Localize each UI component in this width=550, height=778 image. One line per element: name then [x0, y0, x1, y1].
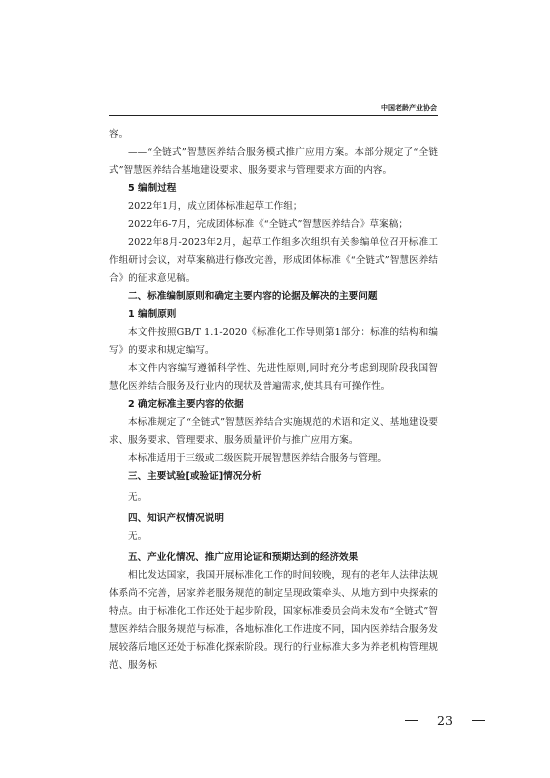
- subsection-heading: 2 确定标准主要内容的依据: [128, 399, 244, 410]
- paragraph: 2022年8月-2023年2月，起草工作组多次组织有关参编单位召开标准工作组研讨会议，对草案稿进行修改完善，形成团体标准《“全链式”智慧医养结合》的征求意见稿。: [109, 237, 438, 284]
- paragraph: 无。: [128, 531, 148, 542]
- paragraph: 本文件内容编写遵循科学性、先进性原则,同时充分考虑到现阶段我国智慧化医养结合服务及行业内的现状及普遍需求,使其具有可操作性。: [109, 363, 438, 392]
- section-heading: 二、标准编制原则和确定主要内容的论据及解决的主要问题: [128, 291, 378, 302]
- page-footer: [405, 710, 485, 730]
- paragraph: 本标准适用于三级或二级医院开展智慧医养结合服务与管理。: [128, 453, 388, 464]
- section-heading: 四、知识产权情况说明: [128, 513, 224, 524]
- footer-dash-left: [405, 720, 418, 721]
- paragraph: 本文件按照GB/T 1.1-2020《标准化工作导则第1部分：标准的结构和编写》的要求和规定编写。: [109, 327, 438, 356]
- paragraph: 2022年6-7月，完成团体标准《“全链式”智慧医养结合》草案稿；: [128, 219, 408, 230]
- page-number: 23: [437, 712, 453, 728]
- paragraph: 本标准规定了“全链式”智慧医养结合实施规范的术语和定义、基地建设要求、服务要求、管理要求、服务质量评价与推广应用方案。: [109, 417, 438, 446]
- subsection-heading: 1 编制原则: [128, 309, 177, 320]
- paragraph: ——“全链式”智慧医养结合服务模式推广应用方案。本部分规定了“全链式”智慧医养结合基地建设要求、服务要求与管理要求方面的内容。: [109, 147, 438, 176]
- paragraph: 2022年1月，成立团体标准起草工作组；: [128, 201, 303, 212]
- header-rule: [109, 115, 438, 116]
- document-body: [109, 126, 438, 675]
- footer-dash-right: [472, 720, 485, 721]
- subsection-heading: 5 编制过程: [128, 183, 177, 194]
- paragraph: 相比发达国家，我国开展标准化工作的时间较晚，现有的老年人法律法规体系尚不完善，居家养老服务规范的制定呈现政策牵头、从地方到中央探索的特点。由于标准化工作还处于起步阶段，国家标准委员会尚未发布“全链式”智慧医养结合服务规范与标准，各地标准化工作进度不同，国内医养结合服务发展较落后地区还处于标准化探索阶段。现行的行业标准大多为养老机构管理规范、服务标: [109, 570, 438, 671]
- section-heading: 五、产业化情况、推广应用论证和预期达到的经济效果: [128, 552, 359, 563]
- paragraph: 容。: [109, 129, 129, 140]
- paragraph: 无。: [128, 492, 148, 503]
- section-heading: 三、主要试验[或验证]情况分析: [128, 471, 262, 482]
- header-organization: 中国老龄产业协会: [381, 104, 437, 112]
